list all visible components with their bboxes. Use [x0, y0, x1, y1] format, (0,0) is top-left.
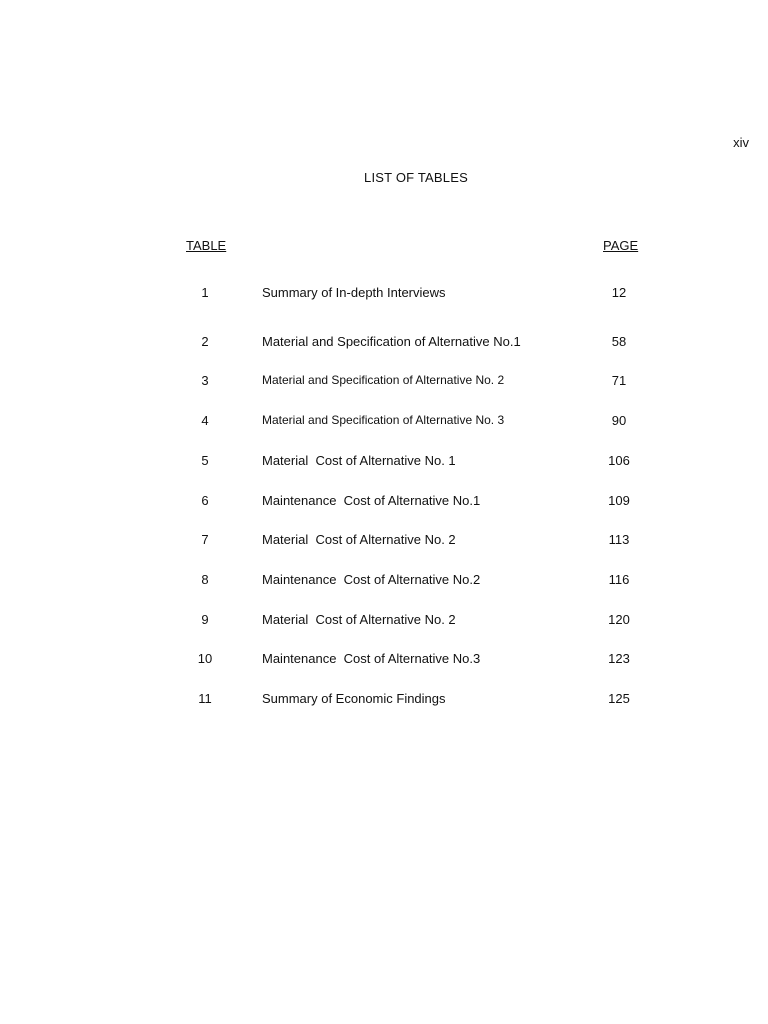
- table-description: Material and Specification of Alternative No. 3: [262, 413, 505, 427]
- table-number: 6: [201, 493, 209, 508]
- table-column-header: TABLE: [186, 238, 227, 253]
- table-page: 116: [608, 572, 630, 587]
- table-row: [0, 453, 768, 473]
- table-number: 10: [197, 651, 213, 666]
- table-row: [0, 413, 768, 433]
- table-description: Maintenance Cost of Alternative No.1: [262, 493, 481, 508]
- page-number: xiv: [733, 135, 749, 150]
- page-column-header: PAGE: [603, 238, 639, 253]
- table-page: 109: [608, 493, 630, 508]
- table-page: 120: [608, 612, 630, 627]
- table-description: Material and Specification of Alternative No. 2: [262, 373, 505, 387]
- table-page: 58: [611, 334, 627, 349]
- table-number: 9: [201, 612, 209, 627]
- table-row: [0, 691, 768, 711]
- page-title: LIST OF TABLES: [364, 170, 468, 185]
- table-description: Summary of Economic Findings: [262, 691, 446, 706]
- table-number: 3: [201, 373, 209, 388]
- table-description: Material Cost of Alternative No. 2: [262, 612, 456, 627]
- table-row: [0, 373, 768, 393]
- table-row: [0, 493, 768, 513]
- table-row: [0, 285, 768, 305]
- table-row: [0, 612, 768, 632]
- table-number: 8: [201, 572, 209, 587]
- table-description: Maintenance Cost of Alternative No.2: [262, 572, 481, 587]
- table-number: 7: [201, 532, 209, 547]
- table-number: 4: [201, 413, 209, 428]
- table-page: 106: [608, 453, 630, 468]
- table-row: [0, 651, 768, 671]
- table-description: Summary of In-depth Interviews: [262, 285, 446, 300]
- table-page: 123: [608, 651, 630, 666]
- table-number: 2: [201, 334, 209, 349]
- table-description: Material Cost of Alternative No. 1: [262, 453, 456, 468]
- table-page: 12: [611, 285, 627, 300]
- table-page: 71: [611, 373, 627, 388]
- table-number: 1: [201, 285, 209, 300]
- table-page: 125: [608, 691, 630, 706]
- table-row: [0, 572, 768, 592]
- table-description: Material Cost of Alternative No. 2: [262, 532, 456, 547]
- table-description: Maintenance Cost of Alternative No.3: [262, 651, 481, 666]
- table-row: [0, 334, 768, 354]
- table-description: Material and Specification of Alternative No.1: [262, 334, 521, 349]
- table-row: [0, 532, 768, 552]
- table-page: 90: [611, 413, 627, 428]
- table-number: 5: [201, 453, 209, 468]
- table-page: 113: [608, 532, 630, 547]
- table-number: 11: [198, 691, 212, 706]
